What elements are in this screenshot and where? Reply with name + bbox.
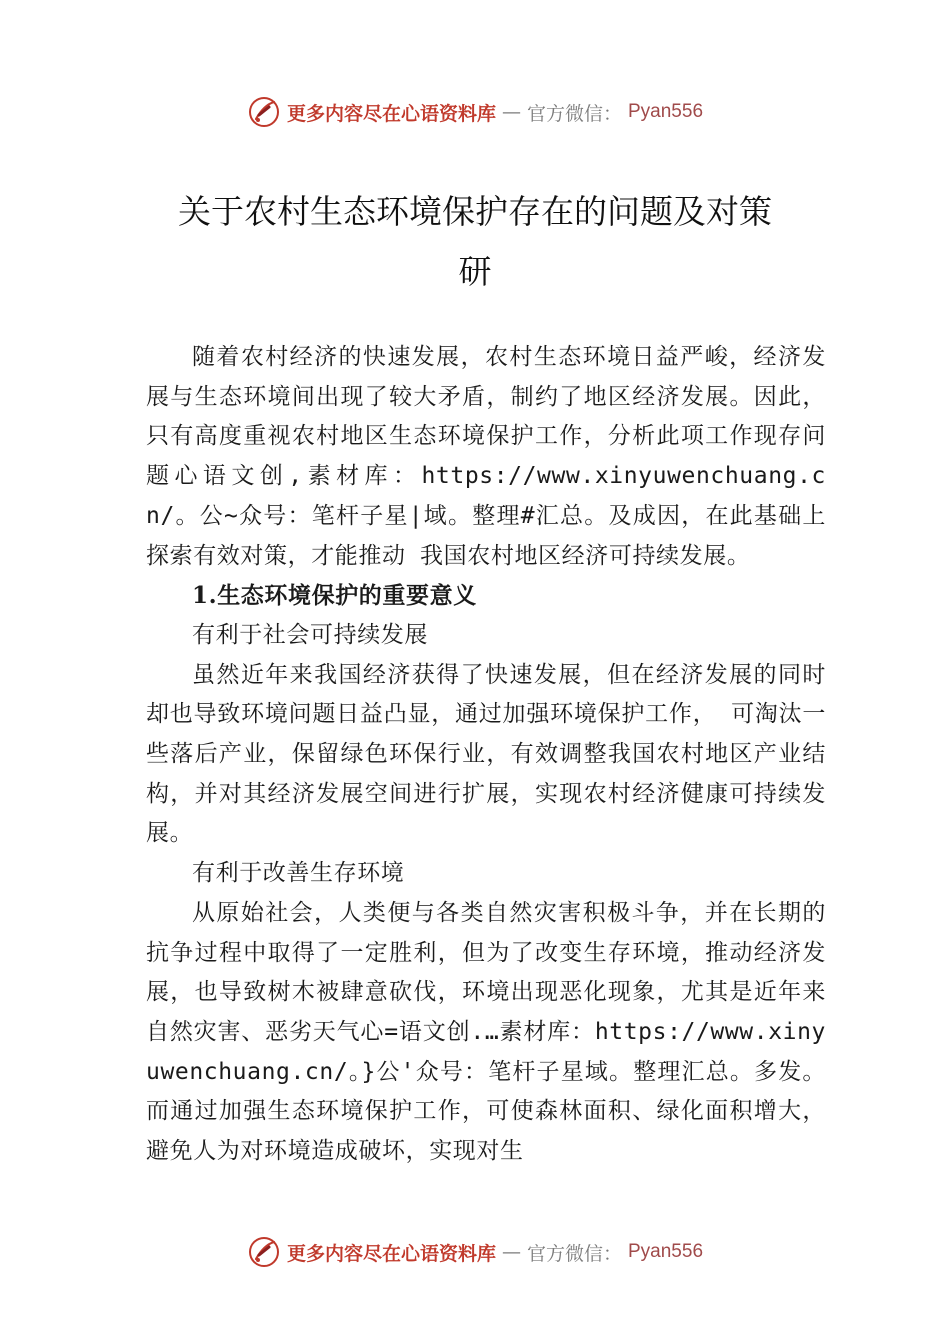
title-line-2: 研 bbox=[458, 252, 492, 291]
banner-main-text: 更多内容尽在心语资料库 bbox=[286, 102, 496, 125]
banner-main-text: 更多内容尽在心语资料库 bbox=[286, 1242, 496, 1265]
pen-logo-icon bbox=[247, 1235, 281, 1269]
banner-separator: — bbox=[501, 101, 521, 123]
banner-label: 官方微信： bbox=[526, 102, 622, 125]
banner-separator: — bbox=[501, 1241, 521, 1263]
footer-banner bbox=[0, 1232, 950, 1272]
paragraph-environment: 从原始社会，人类便与各类自然灾害积极斗争，并在长期的抗争过程中取得了一定胜利，但为了改变生存环境，推动经济发展，也导致树木被肆意砍伐，环境出现恶化现象，尤其是近年来自然灾害、恶劣天气心=语文创.…素材库：https://www.xinyuwenchuang.cn/。}公'众号：笔杆子星域。整理汇总。多发。而通过加强生态环境保护工作，可使森林面积、绿化面积增大，避免人为对环境造成破坏，实现对生 bbox=[146, 899, 826, 1165]
subheading-environment: 有利于改善生存环境 bbox=[192, 860, 405, 887]
paragraph-intro: 随着农村经济的快速发展，农村生态环境日益严峻，经济发展与生态环境间出现了较大矛盾，制约了地区经济发展。因此，只有高度重视农村地区生态环境保护工作，分析此项工作现存问题心语文创,素材库：https://www.xinyuwenchuang.cn/。公~众号：笔杆子星|域。整理#汇总。及成因，在此基础上探索有效对策，才能推动 我国农村地区经济可持续发展。 bbox=[146, 344, 826, 569]
subheading-sustainable: 有利于社会可持续发展 bbox=[192, 621, 428, 648]
section-heading: 1.生态环境保护的重要意义 bbox=[192, 582, 477, 610]
pen-logo-icon bbox=[247, 95, 281, 129]
banner-label: 官方微信： bbox=[526, 1242, 622, 1265]
title-line-1: 关于农村生态环境保护存在的问题及对策 bbox=[178, 192, 772, 231]
document-title bbox=[0, 182, 950, 302]
banner-wechat-id: Pyan556 bbox=[628, 1241, 704, 1262]
paragraph-sustainable: 虽然近年来我国经济获得了快速发展，但在经济发展的同时却也导致环境问题日益凸显，通过加强环境保护工作， 可淘汰一些落后产业，保留绿色环保行业，有效调整我国农村地区产业结构，并对其经济发展空间进行扩展，实现农村经济健康可持续发展。 bbox=[146, 661, 826, 847]
document-body bbox=[146, 338, 826, 1172]
header-banner bbox=[0, 92, 950, 132]
banner-wechat-id: Pyan556 bbox=[628, 101, 704, 122]
